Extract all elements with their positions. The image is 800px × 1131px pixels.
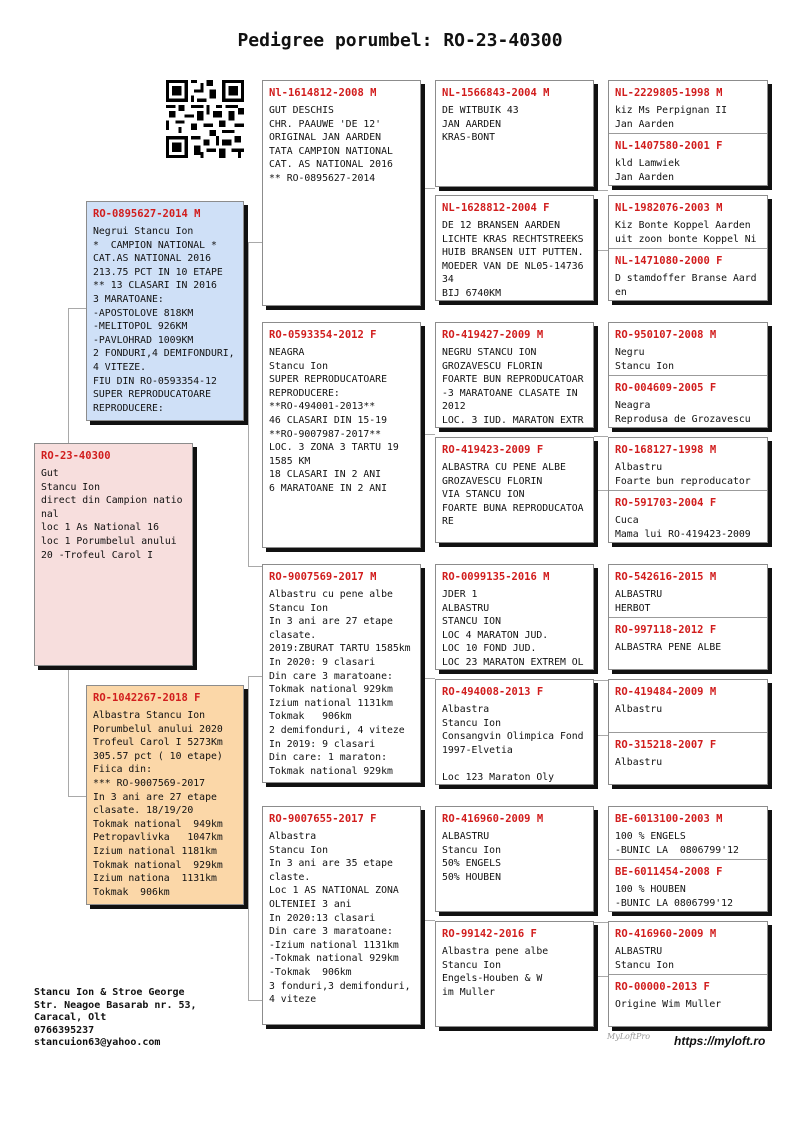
pigeon-notes: GUT DESCHIS CHR. PAAUWE 'DE 12' ORIGINAL JAN AARDEN TATA CAMPION NATIONAL CAT. AS NATIONAL 2016 ** RO-0895627-2014 [269,105,393,184]
ring-number: RO-419427-2009 M [442,329,544,341]
ring-number: NL-2229805-1998 M [615,87,723,99]
dam-card[interactable] [86,685,244,905]
ring-number: NL-1471080-2000 F [615,255,723,267]
owner-email[interactable]: stancuion63@yahoo.com [34,1037,161,1048]
ring-number: Nl-1614812-2008 M [269,87,377,99]
g3-pair-card[interactable] [608,437,768,543]
pigeon-notes: Albastru Foarte bun reproducator [615,462,751,487]
g3-entry[interactable] [609,248,767,301]
pigeon-notes: Albastra Stancu Ion Consangvin Olimpica Fond 1997-Elvetia Loc 123 Maraton Oly [442,704,584,783]
ring-number: RO-591703-2004 F [615,497,717,509]
g3-entry[interactable] [609,617,767,670]
ring-number: NL-1566843-2004 M [442,87,550,99]
pigeon-notes: JDER 1 ALBASTRU STANCU ION LOC 4 MARATON JUD. LOC 10 FOND JUD. LOC 23 MARATON EXTREM OL [442,589,584,668]
owner-info [34,987,197,1050]
ring-number: NL-1407580-2001 F [615,140,723,152]
pigeon-notes: ALBASTRA PENE ALBE [615,642,722,653]
g3-entry[interactable] [609,196,767,248]
g3-pair-card[interactable] [608,195,768,301]
g3-entry[interactable] [609,375,767,428]
pigeon-notes: Negru Stancu Ion [615,347,674,372]
pigeon-notes: Albastra pene albe Stancu Ion Engels-Houben & W im Muller [442,946,549,998]
pigeon-notes: Origine Wim Muller [615,999,722,1010]
g3-entry[interactable] [609,680,767,732]
ring-number: RO-0895627-2014 M [93,208,201,220]
pigeon-notes: Neagra Reprodusa de Grozavescu [615,400,751,425]
pigeon-notes: NEAGRA Stancu Ion SUPER REPRODUCATOARE REPRODUCERE: **RO-494001-2013** 46 CLASARI DIN 15-19 **RO-9007987-2017** LOC. 3 ZONA 3 TARTU 19 1585 KM 18 CLASARI IN 2 ANI 6 MARATOANE IN 2 ANI [269,347,399,494]
ring-number: RO-997118-2012 F [615,624,717,636]
pigeon-notes: Albastra Stancu Ion In 3 ani are 35 etape claste. Loc 1 AS NATIONAL ZONA OLTENIEI 3 ani In 2020:13 clasari Din care 3 maratoane: -Izium national 1131km -Tokmak national 929km -Tokmak 906km 3 fonduri,3 demifonduri, 4 viteze [269,831,411,1006]
pigeon-notes: NEGRU STANCU ION GROZAVESCU FLORIN FOARTE BUN REPRODUCATOAR -3 MARATOANE CLASATE IN 2012 LOC. 3 IUD. MARATON EXTR [442,347,584,426]
signature-logo: MyLoftPro [607,1032,651,1041]
owner-street: Str. Neagoe Basarab nr. 53, [34,999,197,1011]
ring-number: RO-23-40300 [41,450,111,462]
g3-entry[interactable] [609,490,767,543]
g3-entry[interactable] [609,922,767,974]
pigeon-notes: D stamdoffer Branse Aard en [615,273,757,298]
ring-number: RO-9007655-2017 F [269,813,377,825]
great-grandparent-card[interactable] [435,921,594,1027]
pigeon-notes: ALBASTRU HERBOT [615,589,663,614]
pigeon-notes: Cuca Mama lui RO-419423-2009 [615,515,751,540]
ring-number: RO-9007569-2017 M [269,571,377,583]
grandsire-paternal-card[interactable] [262,80,421,306]
g3-pair-card[interactable] [608,80,768,186]
ring-number: RO-004609-2005 F [615,382,717,394]
ring-number: RO-416960-2009 M [615,928,717,940]
great-grandparent-card[interactable] [435,564,594,670]
pigeon-notes: Albastra Stancu Ion Porumbelul anului 2020 Trofeul Carol I 5273Km 305.57 pct ( 10 etape) Fiica din: *** RO-9007569-2017 In 3 ani are 27 etape clasate. 18/19/20 Tokmak national 949km Petropavlivka 1047km Izium national 1181km Tokmak national 929km Izium nationa 1131km Tokmak 906km [93,710,223,898]
qr-code-icon [166,80,244,158]
g3-entry[interactable] [609,732,767,785]
ring-number: RO-419484-2009 M [615,686,717,698]
ring-number: RO-419423-2009 F [442,444,544,456]
g3-pair-card[interactable] [608,322,768,428]
g3-pair-card[interactable] [608,679,768,785]
ring-number: RO-494008-2013 F [442,686,544,698]
granddam-maternal-card[interactable] [262,806,421,1025]
ring-number: RO-99142-2016 F [442,928,537,940]
pigeon-notes: Albastru [615,757,663,768]
g3-entry[interactable] [609,133,767,186]
ring-number: NL-1982076-2003 M [615,202,723,214]
great-grandparent-card[interactable] [435,806,594,912]
ring-number: RO-542616-2015 M [615,571,717,583]
pigeon-notes: kld Lamwiek Jan Aarden [615,158,680,183]
ring-number: RO-950107-2008 M [615,329,717,341]
pigeon-notes: Gut Stancu Ion direct din Campion natio nal loc 1 As National 16 loc 1 Porumbelul anului 20 -Trofeul Carol I [41,468,183,561]
great-grandparent-card[interactable] [435,80,594,187]
pigeon-notes: 100 % ENGELS -BUNIC LA 0806799'12 [615,831,739,856]
g3-pair-card[interactable] [608,806,768,912]
website-link[interactable]: https://myloft.ro [674,1034,766,1048]
owner-city: Caracal, Olt [34,1012,107,1023]
g3-entry[interactable] [609,974,767,1027]
page-title: Pedigree porumbel: RO-23-40300 [237,30,563,51]
subject-pigeon-card[interactable] [34,443,193,666]
g3-entry[interactable] [609,323,767,375]
grandsire-maternal-card[interactable] [262,564,421,783]
ring-number: RO-416960-2009 M [442,813,544,825]
ring-number: RO-168127-1998 M [615,444,717,456]
owner-phone: 0766395237 [34,1024,95,1036]
pigeon-notes: ALBASTRU Stancu Ion 50% ENGELS 50% HOUBEN [442,831,501,883]
pigeon-notes: 100 % HOUBEN -BUNIC LA 0806799'12 [615,884,733,909]
g3-pair-card[interactable] [608,921,768,1027]
g3-pair-card[interactable] [608,564,768,670]
ring-number: BE-6011454-2008 F [615,866,723,878]
g3-entry[interactable] [609,565,767,617]
g3-entry[interactable] [609,438,767,490]
ring-number: RO-0593354-2012 F [269,329,377,341]
ring-number: BE-6013100-2003 M [615,813,723,825]
pigeon-notes: Albastru cu pene albe Stancu Ion In 3 ani are 27 etape clasate. 2019:ZBURAT TARTU 1585km In 2020: 9 clasari Din care 3 maratoane: Tokmak national 929km Izium national 1131km Tokmak 906km 2 demifonduri, 4 viteze In 2019: 9 clasari Din care: 1 maraton: Tokmak national 929km [269,589,411,777]
pigeon-notes: DE 12 BRANSEN AARDEN LICHTE KRAS RECHTSTREEKS HUIB BRANSEN UIT PUTTEN. MOEDER VAN DE NL05-14736 34 BIJ 6740KM [442,220,584,299]
pigeon-notes: Kiz Bonte Koppel Aarden uit zoon bonte Koppel Ni [615,220,757,245]
pigeon-notes: Negrui Stancu Ion * CAMPION NATIONAL * CAT.AS NATIONAL 2016 213.75 PCT IN 10 ETAPE ** 13 CLASARI IN 2016 3 MARATOANE: -APOSTOLOVE 818KM -MELITOPOL 926KM -PAVLOHRAD 1009KM 2 FONDURI,4 DEMIFONDURI, 4 VITEZE. FIU DIN RO-0593354-12 SUPER REPRODUCATOARE REPRODUCERE: [93,226,235,414]
ring-number: RO-0099135-2016 M [442,571,550,583]
ring-number: RO-1042267-2018 F [93,692,201,704]
ring-number: RO-315218-2007 F [615,739,717,751]
owner-name: Stancu Ion & Stroe George [34,987,185,998]
sire-card[interactable] [86,201,244,421]
pigeon-notes: DE WITBUIK 43 JAN AARDEN KRAS-BONT [442,105,519,144]
pigeon-notes: ALBASTRU Stancu Ion [615,946,674,971]
pigeon-notes: kiz Ms Perpignan II Jan Aarden [615,105,728,130]
great-grandparent-card[interactable] [435,322,594,428]
ring-number: RO-00000-2013 F [615,981,710,993]
pigeon-notes: ALBASTRA CU PENE ALBE GROZAVESCU FLORIN VIA STANCU ION FOARTE BUNA REPRODUCATOA RE [442,462,584,528]
great-grandparent-card[interactable] [435,679,594,785]
g3-entry[interactable] [609,81,767,133]
g3-entry[interactable] [609,859,767,912]
g3-entry[interactable] [609,807,767,859]
great-grandparent-card[interactable] [435,195,594,301]
granddam-paternal-card[interactable] [262,322,421,548]
ring-number: NL-1628812-2004 F [442,202,550,214]
great-grandparent-card[interactable] [435,437,594,543]
pigeon-notes: Albastru [615,704,663,715]
